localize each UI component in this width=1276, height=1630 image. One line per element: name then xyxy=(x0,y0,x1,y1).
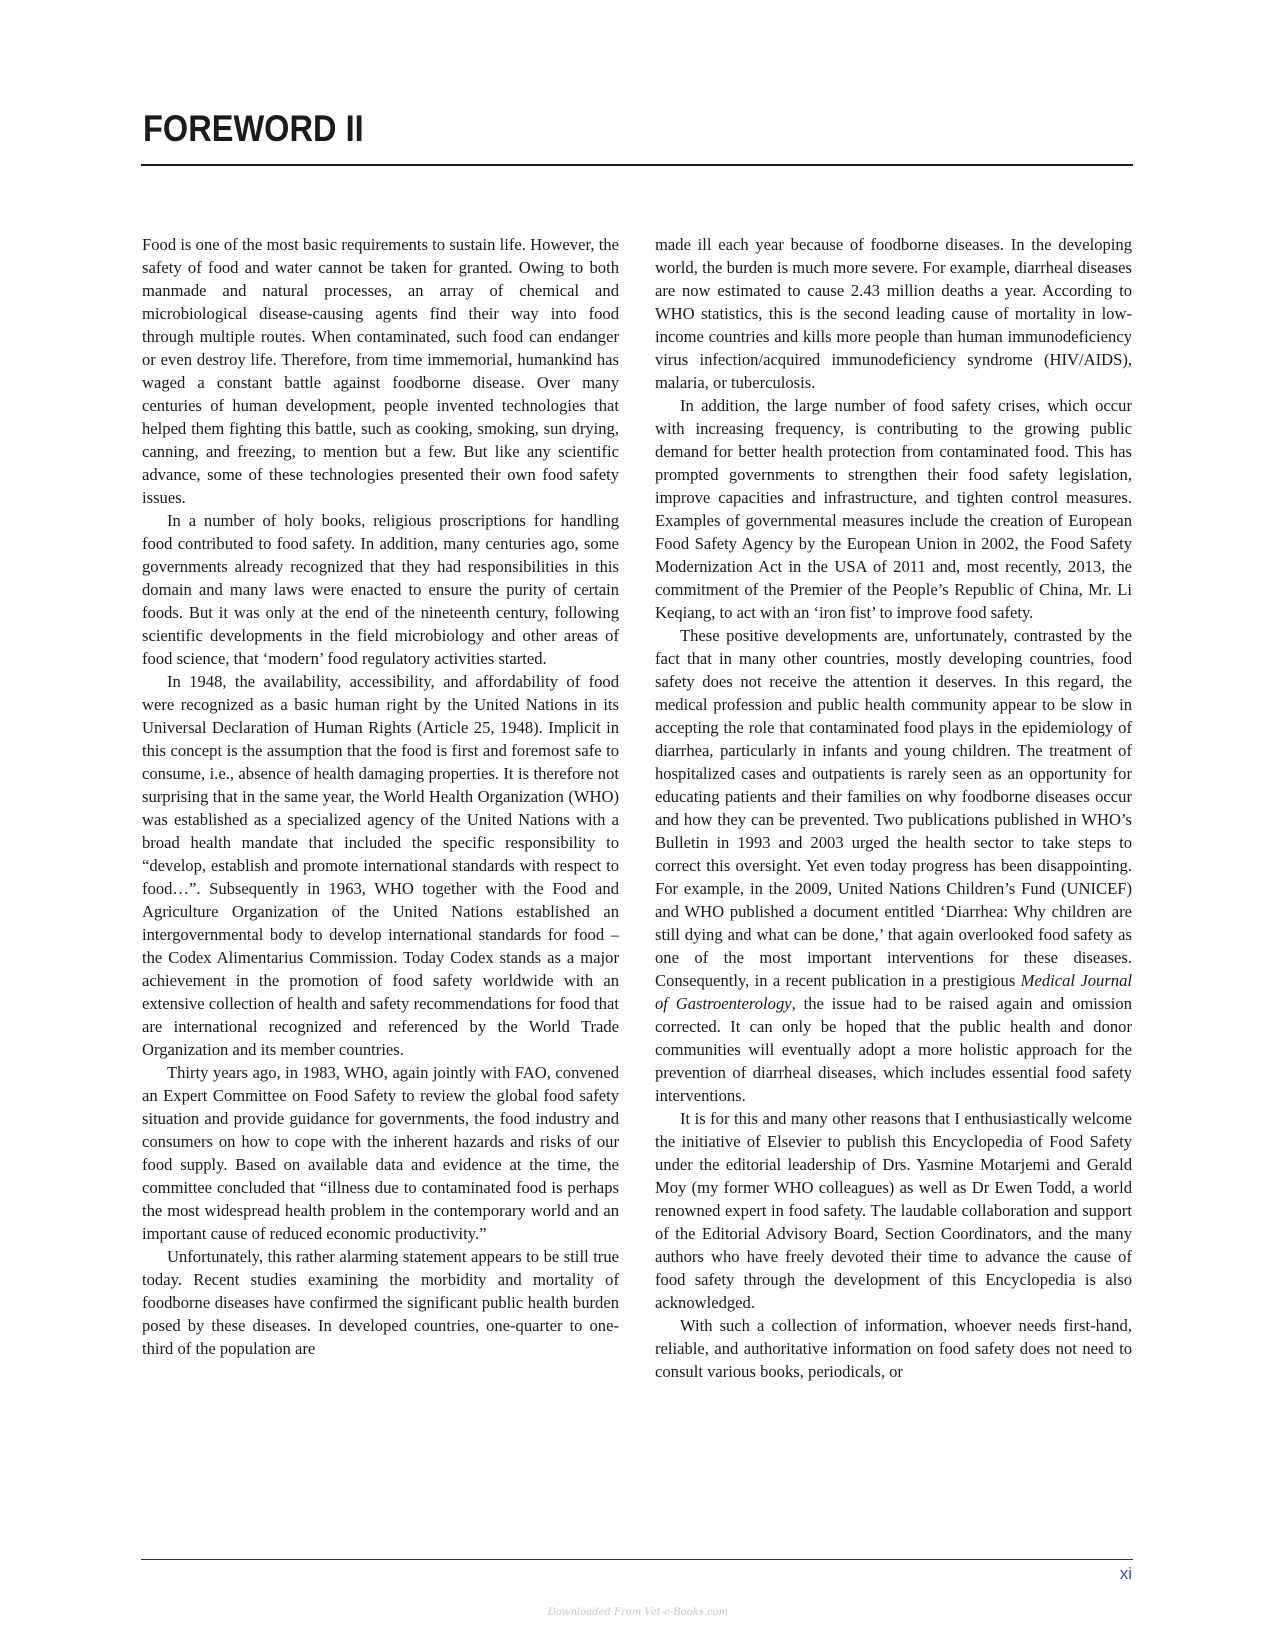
paragraph: In 1948, the availability, accessibility, and affordability of food were recognized as a basic human right by the United Nations in its Universal Declaration of Human Rights (Article 25, 1948). Implicit in this concept is the assumption that the food is first and foremost safe to consume, i.e., absence of health damaging properties. It is therefore not surprising that in the same year, the World Health Organization (WHO) was established as a specialized agency of the United Nations with a broad health mandate that included the specific responsibility to “develop, establish and promote international standards with respect to food…”. Subsequently in 1963, WHO together with the Food and Agriculture Organization of the United Nations established an intergovernmental body to develop international standards for food – the Codex Alimentarius Commission. Today Codex stands as a major achievement in the promotion of food safety worldwide with an extensive collection of health and safety recommendations for food that are international recognized and referenced by the World Trade Organization and its member countries. xyxy=(142,672,619,1059)
left-column xyxy=(142,233,619,1360)
paragraph-text: These positive developments are, unfortunately, contrasted by the fact that in many other countries, mostly developing countries, food safety does not receive the attention it deserves. In this regard, the medical profession and public health community appear to be slow in accepting the role that contaminated food plays in the epidemiology of diarrhea, particularly in infants and young children. The treatment of hospitalized cases and outpatients is rarely seen as an opportunity for educating patients and their families on why foodborne diseases occur and how they can be prevented. Two publications published in WHO’s Bulletin in 1993 and 2003 urged the health sector to take steps to correct this oversight. Yet even today progress has been disappointing. For example, in the 2009, United Nations Children’s Fund (UNICEF) and WHO published a document entitled ‘Diarrhea: Why children are still dying and what can be done,’ that again overlooked food safety as one of the most important interventions for these diseases. Consequently, in a recent publication in a prestigious xyxy=(655,626,1132,990)
paragraph: Unfortunately, this rather alarming statement appears to be still true today. Recent studies examining the morbidity and mortality of foodborne diseases have confirmed the significant public health burden posed by these diseases. In developed countries, one-quarter to one-third of the population are xyxy=(142,1247,619,1358)
paragraph-text: , the issue had to be raised again and omission corrected. It can only be hoped that the public health and donor communities will eventually adopt a more holistic approach for the prevention of diarrheal diseases, which includes essential food safety interventions. xyxy=(655,994,1132,1105)
paragraph: In a number of holy books, religious proscriptions for handling food contributed to food safety. In addition, many centuries ago, some governments already recognized that they had responsibilities in this domain and many laws were enacted to ensure the purity of certain foods. But it was only at the end of the nineteenth century, following scientific developments in the field microbiology and other areas of food science, that ‘modern’ food regulatory activities started. xyxy=(142,511,619,668)
page-title: FOREWORD II xyxy=(143,108,364,149)
page-number: xi xyxy=(1119,1564,1132,1583)
paragraph: In addition, the large number of food safety crises, which occur with increasing frequency, is contributing to the growing public demand for better health protection from contaminated food. This has prompted governments to strengthen their food safety legislation, improve capacities and infrastructure, and tighten control measures. Examples of governmental measures include the creation of European Food Safety Agency by the European Union in 2002, the Food Safety Modernization Act in the USA of 2011 and, most recently, 2013, the commitment of the Premier of the People’s Republic of China, Mr. Li Keqiang, to act with an ‘iron fist’ to improve food safety. xyxy=(655,396,1132,622)
paragraph xyxy=(655,624,1132,1107)
title-divider xyxy=(141,164,1133,166)
journal-title: Medical Journal of Gastroenterology xyxy=(655,971,1132,1013)
right-column xyxy=(655,233,1132,1383)
paragraph: Food is one of the most basic requirements to sustain life. However, the safety of food and water cannot be taken for granted. Owing to both manmade and natural processes, an array of chemical and microbiological disease-causing agents find their way into food through multiple routes. When contaminated, such food can endanger or even destroy life. Therefore, from time immemorial, humankind has waged a constant battle against foodborne disease. Over many centuries of human development, people invented technologies that helped them fighting this battle, such as cooking, smoking, sun drying, canning, and freezing, to mention but a few. But like any scientific advance, some of these technologies presented their own food safety issues. xyxy=(142,235,619,507)
paragraph: It is for this and many other reasons that I enthusiastically welcome the initiative of Elsevier to publish this Encyclopedia of Food Safety under the editorial leadership of Drs. Yasmine Motarjemi and Gerald Moy (my former WHO colleagues) as well as Dr Ewen Todd, a world renowned expert in food safety. The laudable collaboration and support of the Editorial Advisory Board, Section Coordinators, and the many authors who have freely devoted their time to advance the cause of food safety through the development of this Encyclopedia is also acknowledged. xyxy=(655,1109,1132,1312)
paragraph: made ill each year because of foodborne diseases. In the developing world, the burden is much more severe. For example, diarrheal diseases are now estimated to cause 2.43 million deaths a year. According to WHO statistics, this is the second leading cause of mortality in low-income countries and kills more people than human immunodeficiency virus infection/acquired immunodeficiency syndrome (HIV/AIDS), malaria, or tuberculosis. xyxy=(655,235,1132,392)
footer-divider xyxy=(141,1559,1133,1560)
paragraph: Thirty years ago, in 1983, WHO, again jointly with FAO, convened an Expert Committee on Food Safety to review the global food safety situation and provide guidance for governments, the food industry and consumers on how to cope with the inherent hazards and risks of our food supply. Based on available data and evidence at the time, the committee concluded that “illness due to contaminated food is perhaps the most widespread health problem in the contemporary world and an important cause of reduced economic productivity.” xyxy=(142,1063,619,1243)
paragraph: With such a collection of information, whoever needs first-hand, reliable, and authoritative information on food safety does not need to consult various books, periodicals, or xyxy=(655,1316,1132,1381)
watermark: Downloaded From Vet-e-Books.com xyxy=(547,1607,729,1618)
